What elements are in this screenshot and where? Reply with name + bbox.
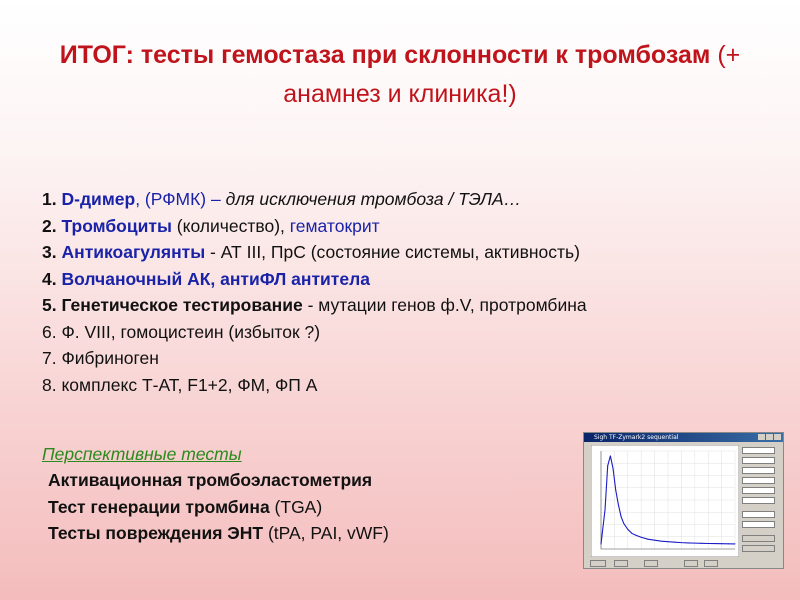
parameter-field (742, 457, 775, 464)
perspective-test (48, 494, 389, 521)
list-item (42, 292, 782, 319)
parameter-field (742, 447, 775, 454)
list-item (42, 186, 782, 213)
data-point (728, 543, 729, 544)
minimize-icon (758, 434, 765, 440)
bottom-button (704, 560, 718, 567)
side-button (742, 535, 775, 542)
item-term: Генетическое тестирование (61, 295, 303, 315)
bottom-button (644, 560, 658, 567)
title-note: (+ анамнез и клиника!) (283, 41, 741, 108)
window-controls (758, 434, 781, 440)
item-detail: - АТ III, ПрС (состояние системы, активность) (205, 242, 580, 262)
data-point (654, 540, 655, 541)
item-number: 5. (42, 295, 57, 315)
item-detail: - мутации генов ф.V, протромбина (302, 295, 587, 315)
bottom-button (684, 560, 698, 567)
list-item: 8. комплекс Т-АТ, F1+2, ФМ, ФП А (42, 374, 318, 395)
item-extra: гематокрит (289, 215, 380, 236)
bottom-button (614, 560, 628, 567)
data-point (688, 542, 689, 543)
item-purpose: для исключения тромбоза / ТЭЛА… (225, 189, 522, 209)
parameter-field (742, 477, 775, 484)
list-item (42, 213, 782, 240)
parameter-field (742, 497, 775, 504)
data-point (647, 539, 648, 540)
thrombogram-screenshot (583, 432, 784, 569)
perspective-test (48, 520, 389, 547)
parameter-field (742, 467, 775, 474)
data-point (701, 543, 702, 544)
perspective-heading: Перспективные тесты (42, 444, 242, 464)
slide-title (40, 36, 760, 114)
list-item: 6. Ф. VIII, гомоцистеин (избыток ?) (42, 321, 321, 342)
data-point (674, 542, 675, 543)
item-term: Волчаночный АК, антиФЛ антитела (61, 268, 370, 289)
item-term: Антикоагулянты (61, 242, 206, 262)
parameter-field (742, 511, 775, 518)
parameter-field (742, 521, 775, 528)
perspective-tests (48, 467, 389, 547)
test-abbr: (TGA) (269, 496, 323, 517)
data-point (635, 535, 636, 536)
data-point (613, 468, 614, 469)
data-point (610, 455, 611, 456)
test-name: Тест генерации тромбина (48, 496, 270, 517)
list-item (42, 239, 782, 266)
data-point (735, 543, 736, 544)
list-item (42, 266, 782, 293)
data-point (618, 504, 619, 505)
thrombin-curve-chart (591, 445, 739, 557)
test-name: Активационная тромбоэластометрия (48, 470, 373, 490)
list-item: 7. Фибриноген (42, 348, 159, 368)
data-point (641, 537, 642, 538)
window-title: Sigh TF-Zymark2 sequential (584, 433, 783, 442)
plot-area (591, 445, 739, 557)
item-term: D-димер (61, 189, 136, 209)
maximize-icon (766, 434, 773, 440)
test-name: Тесты повреждения ЭНТ (48, 523, 264, 543)
data-point (621, 516, 622, 517)
close-icon (774, 434, 781, 440)
item-number: 3. (42, 242, 57, 262)
data-point (623, 523, 624, 524)
item-detail: (количество), (171, 215, 290, 236)
data-point (605, 509, 606, 510)
data-point (668, 541, 669, 542)
item-number: 1. (42, 189, 57, 209)
data-point (708, 543, 709, 544)
data-point (721, 543, 722, 544)
test-list (42, 186, 782, 398)
item-number: 4. (42, 268, 57, 289)
test-abbr: (tPA, PAI, vWF) (263, 523, 389, 543)
item-number: 2. (42, 215, 57, 236)
data-point (627, 529, 628, 530)
perspective-test (48, 467, 389, 494)
data-point (714, 543, 715, 544)
data-point (681, 542, 682, 543)
data-point (615, 490, 616, 491)
data-point (631, 533, 632, 534)
data-point (607, 465, 608, 466)
data-point (661, 541, 662, 542)
title-bold: ИТОГ: тесты гемостаза при склонности к тромбозам (59, 41, 711, 69)
bottom-button (590, 560, 606, 567)
side-button (742, 545, 775, 552)
item-term: Тромбоциты (61, 215, 172, 236)
parameter-field (742, 487, 775, 494)
item-detail: , (РФМК) – (135, 189, 226, 209)
data-point (694, 543, 695, 544)
data-point (601, 544, 602, 545)
